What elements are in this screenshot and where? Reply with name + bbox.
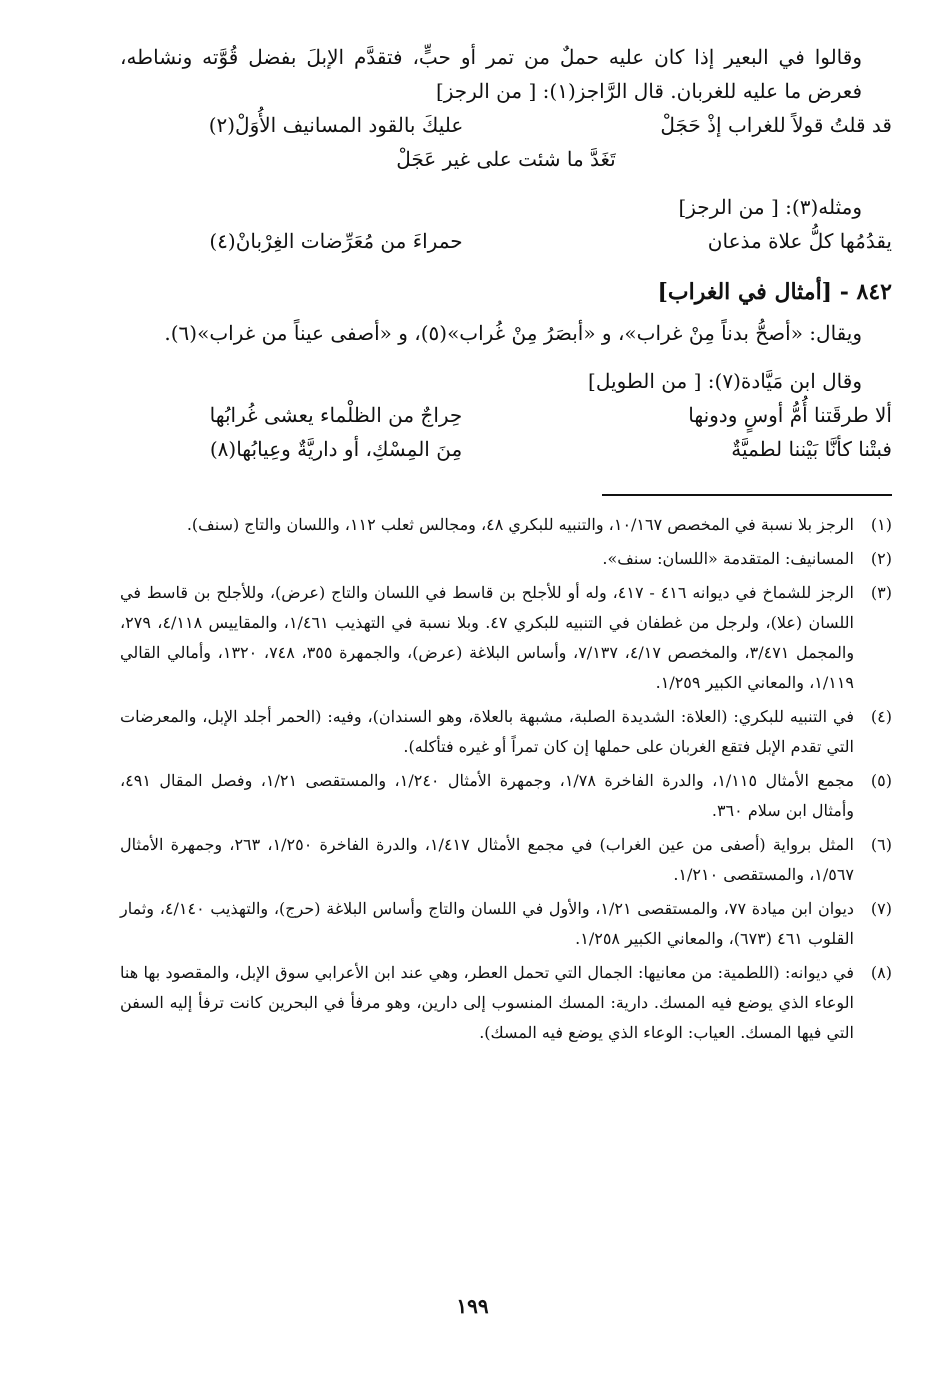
paragraph-proverbs: ويقال: «أصحُّ بدناً مِنْ غراب»، و «أبصَرُ مِنْ غُراب»(٥)، و «أصفى عيناً من غراب»(٦). (164, 321, 862, 345)
page-body (120, 40, 892, 1052)
footnote-text: المثل برواية (أصفى من عين الغراب) في مجمع الأمثال ١/٤١٧، والدرة الفاخرة ١/٢٥٠، ٢٦٣، وجمهرة الأمثال ١/٥٦٧، والمستقصى ١/٢١٠. (120, 835, 855, 884)
paragraph-similar: ومثله(٣): [ من الرجز] (678, 195, 862, 219)
footnote-text: مجمع الأمثال ١/١١٥، والدرة الفاخرة ١/٧٨، وجمهرة الأمثال ١/٢٤٠، والمستقصى ١/٢١، وفصل المقال ٤٩١، وأمثال ابن سلام ٣٦٠. (120, 771, 855, 820)
verse-hemistich: حمراءَ من مُعَرِّضات الغِرْبانْ(٤) (209, 229, 463, 253)
footnote (120, 766, 892, 826)
footnote-number: (٥) (870, 771, 892, 790)
verse-hemistich: حِراجٌ من الظلْماء يعشى غُرابُها (209, 403, 463, 427)
footnote-number: (٣) (870, 583, 892, 602)
footnote-divider (602, 494, 892, 496)
verse-hemistich: عليكَ بالقود المسانيف الأُوَلْ(٢) (208, 113, 464, 137)
footnote-text: في ديوانه: (اللطمية: من معانيها: الجمال التي تحمل العطر، وهي عند ابن الأعرابي سوق الإبل، والمقصود بها هنا الوعاء الذي يوضع فيه المسك. دارية: المسك المنسوب إلى دارين، وهو مرفأ في البحرين كانت ترفأ إليه السفن التي فيها المسك. العياب: الوعاء الذي يوضع فيه المسك). (120, 963, 854, 1042)
footnotes (120, 510, 892, 1048)
footnote-text: الرجز بلا نسبة في المخصص ١٠/١٦٧، والتنبيه للبكري ٤٨، ومجالس ثعلب ١١٢، واللسان والتاج (سنف). (186, 515, 854, 534)
verse-line-4 (120, 398, 892, 432)
paragraph-ibn-mayyada: وقال ابن مَيَّادة(٧): [ من الطويل] (588, 369, 862, 393)
footnote-number: (١) (870, 515, 892, 534)
footnote-number: (٨) (870, 963, 892, 982)
footnote-text: ديوان ابن ميادة ٧٧، والمستقصى ١/٢١، والأول في اللسان والتاج وأساس البلاغة (حرج)، والتهذيب ٤/١٤٠، وثمار القلوب ٤٦١ (٦٧٣)، والمعاني الكبير ١/٢٥٨. (120, 899, 855, 948)
verse-line-1 (120, 108, 892, 142)
footnote (120, 958, 892, 1048)
verse-hemistich: قد قلتُ قولاً للغراب إذْ حَجَلْ (660, 113, 892, 137)
paragraph-camel: وقالوا في البعير إذا كان عليه حملٌ من تمر أو حبٍّ، فتقدَّم الإبلَ بفضل قُوَّته ونشاطه، فعرض ما عليه للغربان. قال الرَّاجز(١): [ من الرجز] (120, 45, 862, 103)
verse-hemistich: ألا طرقَتنا أُمُّ أوسٍ ودونها (688, 403, 892, 427)
verse-hemistich: مِنَ المِسْكِ، أو داريَّةٌ وعِيابُها(٨) (209, 437, 463, 461)
footnote (120, 578, 892, 698)
footnote (120, 510, 892, 540)
verse-line-5 (120, 432, 892, 466)
footnote-text: في التنبيه للبكري: (العلاة: الشديدة الصلبة، مشبهة بالعلاة، وهو السندان)، وفيه: (الحمر أجلد الإبل، والمعرضات التي تقدم الإبل فتقع الغربان على حملها إن كان تمراً أو غيره فتأكله). (120, 707, 854, 756)
footnote (120, 830, 892, 890)
footnote-number: (٢) (870, 549, 892, 568)
footnote (120, 544, 892, 574)
footnote (120, 894, 892, 954)
footnote-text: الرجز للشماخ في ديوانه ٤١٦ - ٤١٧، وله أو للأجلح بن قاسط في اللسان والتاج (عرض)، وللأجلح بن قاسط في اللسان (علا)، ولرجل من غطفان في التنبيه للبكري ٤٧. وبلا نسبة في التهذيب ١/٤٦١، والمقاييس ٤/١١٨، ٢٧٩، والمجمل ٣/٤٧١، والمخصص ٤/١٧، ٧/١٣٧، وأساس البلاغة (عرض)، والجمهرة ٣٥٥، ٧٤٨، ١٣٢٠، وأمالي القالي ١/١١٩، والمعاني الكبير ١/٢٥٩. (120, 583, 855, 692)
verse-hemistich: فبتْنا كأنَّا بَيْننا لطميَّةٌ (731, 437, 892, 461)
verse-line-3 (120, 224, 892, 258)
section-heading: ٨٤٢ - [أمثال في الغراب] (657, 279, 892, 305)
verse-hemistich: يقدُمُها كلُّ علاة مذعان (707, 229, 892, 253)
page-number: ١٩٩ (456, 1294, 489, 1318)
footnote-number: (٦) (870, 835, 892, 854)
footnote (120, 702, 892, 762)
footnote-text: المسانيف: المتقدمة «اللسان: سنف». (602, 549, 854, 568)
footnote-number: (٧) (870, 899, 892, 918)
footnote-number: (٤) (870, 707, 892, 726)
verse-line-2: تَغَدَّ ما شئت على غير عَجَلْ (396, 147, 616, 171)
